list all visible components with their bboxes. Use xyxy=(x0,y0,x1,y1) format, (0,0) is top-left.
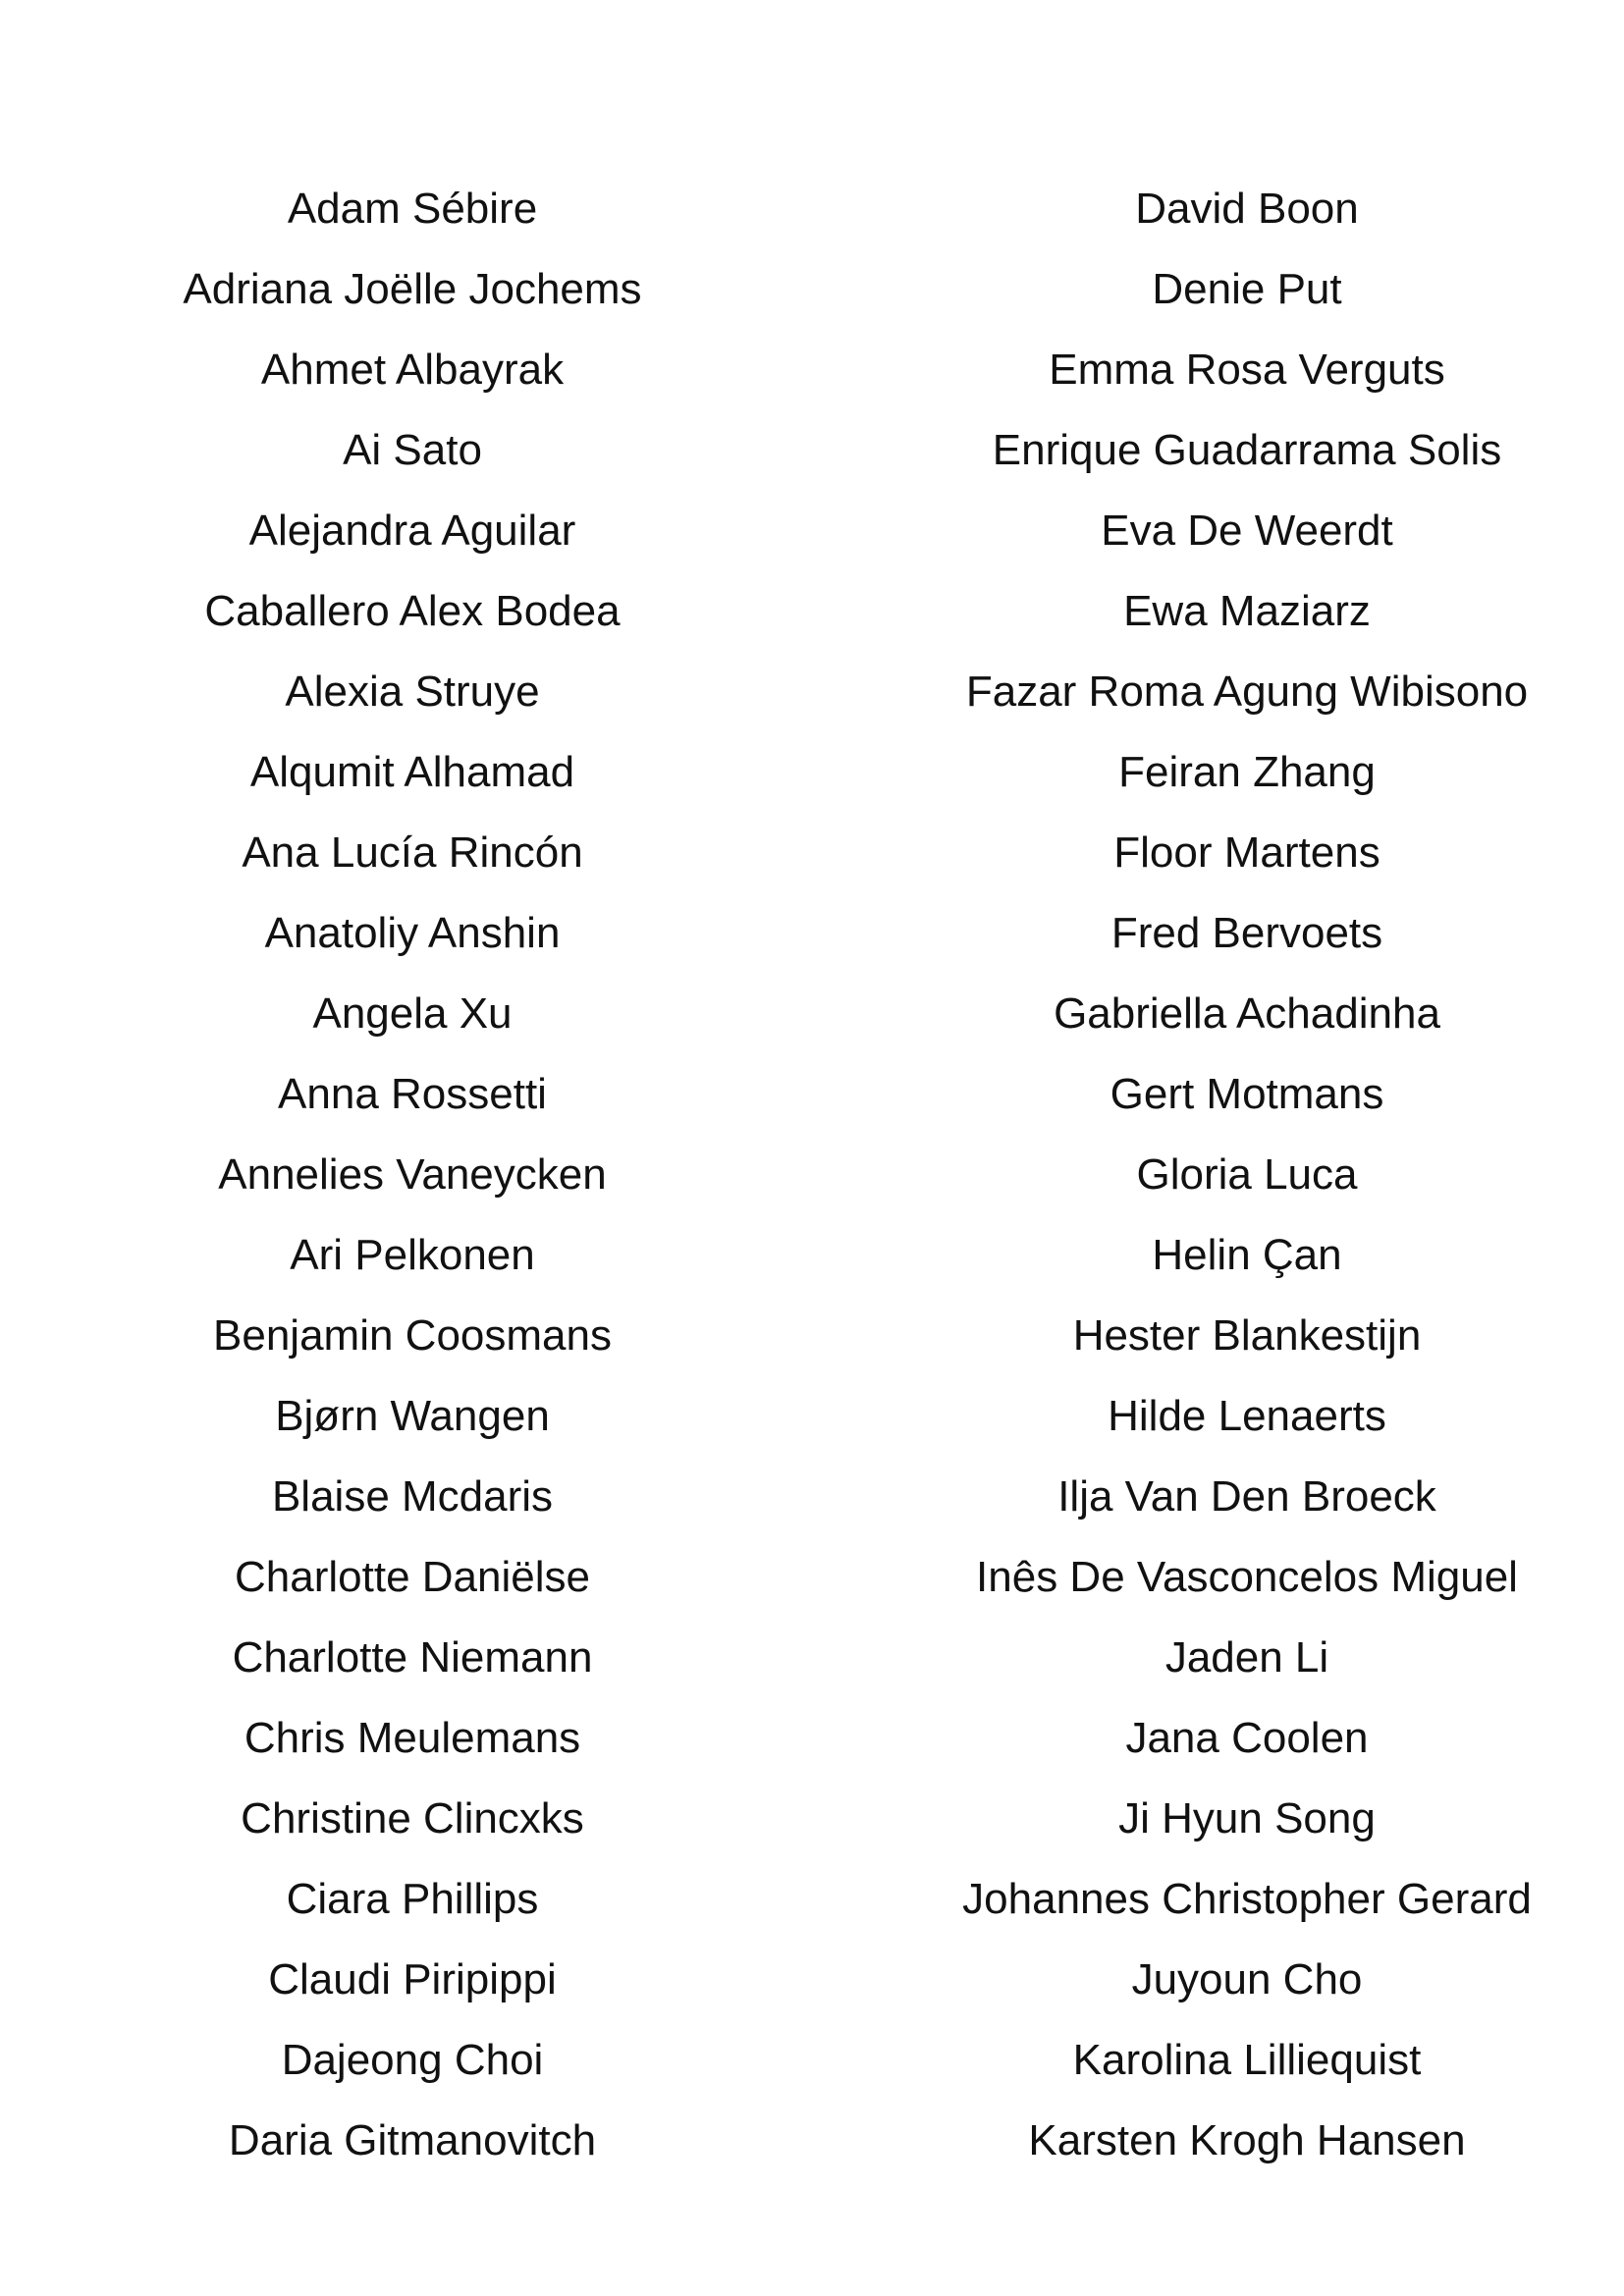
name-item: Charlotte Daniëlse xyxy=(235,1553,590,1601)
name-item: Bjørn Wangen xyxy=(275,1392,550,1440)
name-item: Alqumit Alhamad xyxy=(249,748,575,796)
name-item: Dajeong Choi xyxy=(281,2036,544,2084)
name-item: Jaden Li xyxy=(1164,1633,1329,1682)
name-item: Ewa Maziarz xyxy=(1123,587,1371,635)
name-item: Ai Sato xyxy=(343,426,482,474)
name-item: Benjamin Coosmans xyxy=(213,1311,612,1360)
name-item: Annelies Vaneycken xyxy=(218,1150,607,1199)
name-item: Denie Put xyxy=(1152,265,1342,313)
name-item: Karsten Krogh Hansen xyxy=(1028,2116,1466,2164)
name-item: Anatoliy Anshin xyxy=(264,909,561,957)
name-item: Gabriella Achadinha xyxy=(1054,989,1440,1038)
name-item: Enrique Guadarrama Solis xyxy=(992,426,1502,474)
name-item: David Boon xyxy=(1135,185,1359,233)
left-name-column xyxy=(118,177,707,2189)
name-item: Ahmet Albayrak xyxy=(260,346,565,394)
name-item: Alejandra Aguilar xyxy=(248,507,576,555)
name-item: Chris Meulemans xyxy=(244,1714,581,1762)
name-item: Eva De Weerdt xyxy=(1101,507,1393,555)
name-item: Helin Çan xyxy=(1152,1231,1342,1279)
name-item: Johannes Christopher Gerard xyxy=(962,1875,1532,1923)
name-item: Caballero Alex Bodea xyxy=(204,587,621,635)
name-item: Jana Coolen xyxy=(1125,1714,1369,1762)
name-item: Ji Hyun Song xyxy=(1118,1794,1376,1842)
name-item: Alexia Struye xyxy=(285,667,540,716)
name-item: Karolina Lilliequist xyxy=(1072,2036,1422,2084)
name-item: Ari Pelkonen xyxy=(290,1231,535,1279)
name-item: Gloria Luca xyxy=(1136,1150,1358,1199)
name-item: Inês De Vasconcelos Miguel xyxy=(976,1553,1518,1601)
name-item: Ciara Phillips xyxy=(286,1875,539,1923)
name-item: Floor Martens xyxy=(1113,828,1380,877)
name-item: Ana Lucía Rincón xyxy=(242,828,583,877)
name-item: Gert Motmans xyxy=(1110,1070,1384,1118)
name-item: Hilde Lenaerts xyxy=(1108,1392,1386,1440)
name-item: Hester Blankestijn xyxy=(1072,1311,1422,1360)
name-item: Fazar Roma Agung Wibisono xyxy=(965,667,1529,716)
name-item: Ilja Van Den Broeck xyxy=(1057,1472,1436,1521)
name-item: Daria Gitmanovitch xyxy=(228,2116,597,2164)
name-item: Claudi Piripippi xyxy=(268,1955,557,2003)
name-item: Emma Rosa Verguts xyxy=(1049,346,1445,394)
name-item: Adam Sébire xyxy=(287,185,538,233)
right-name-column xyxy=(913,177,1581,2189)
name-item: Angela Xu xyxy=(312,989,513,1038)
name-item: Juyoun Cho xyxy=(1131,1955,1363,2003)
name-item: Anna Rossetti xyxy=(278,1070,547,1118)
name-item: Adriana Joëlle Jochems xyxy=(183,265,642,313)
name-item: Charlotte Niemann xyxy=(232,1633,593,1682)
name-item: Christine Clincxks xyxy=(241,1794,584,1842)
name-item: Fred Bervoets xyxy=(1110,909,1383,957)
name-item: Feiran Zhang xyxy=(1118,748,1376,796)
name-item: Blaise Mcdaris xyxy=(271,1472,554,1521)
